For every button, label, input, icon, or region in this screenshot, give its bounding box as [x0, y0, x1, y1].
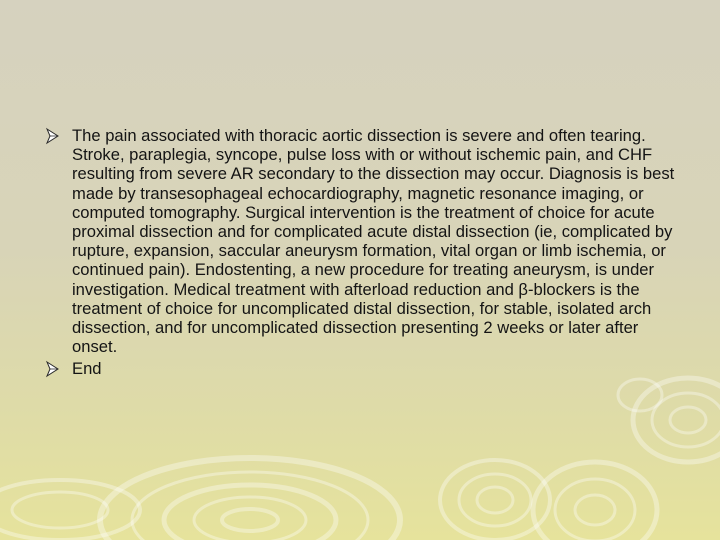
arrowhead-bullet-icon [46, 126, 60, 145]
arrowhead-bullet-icon [46, 359, 60, 378]
bullet-text: End [72, 359, 102, 379]
bullet-item [46, 126, 686, 356]
bullet-text: The pain associated with thoracic aortic dissection is severe and often tearing. Stroke, paraplegia, syncope, pulse loss with or without ischemic pain, and CHF resulting from severe AR secondary to the dissection may occur. Diagnosis is best made by transesophageal echocardiography, magnetic resonance imaging, or computed tomography. Surgical intervention is the treatment of choice for acute proximal dissection and for complicated acute distal dissection (ie, complicated by rupture, expansion, saccular aneurysm formation, vital organ or limb ischemia, or continued pain). Endostenting, a new procedure for treating aneurysm, is under investigation. Medical treatment with afterload reduction and β-blockers is the treatment of choice for uncomplicated distal dissection, for stable, isolated arch dissection, and for uncomplicated dissection presenting 2 weeks or later after onset. [72, 126, 675, 357]
bullet-item [46, 359, 686, 378]
bullet-list [46, 126, 686, 382]
